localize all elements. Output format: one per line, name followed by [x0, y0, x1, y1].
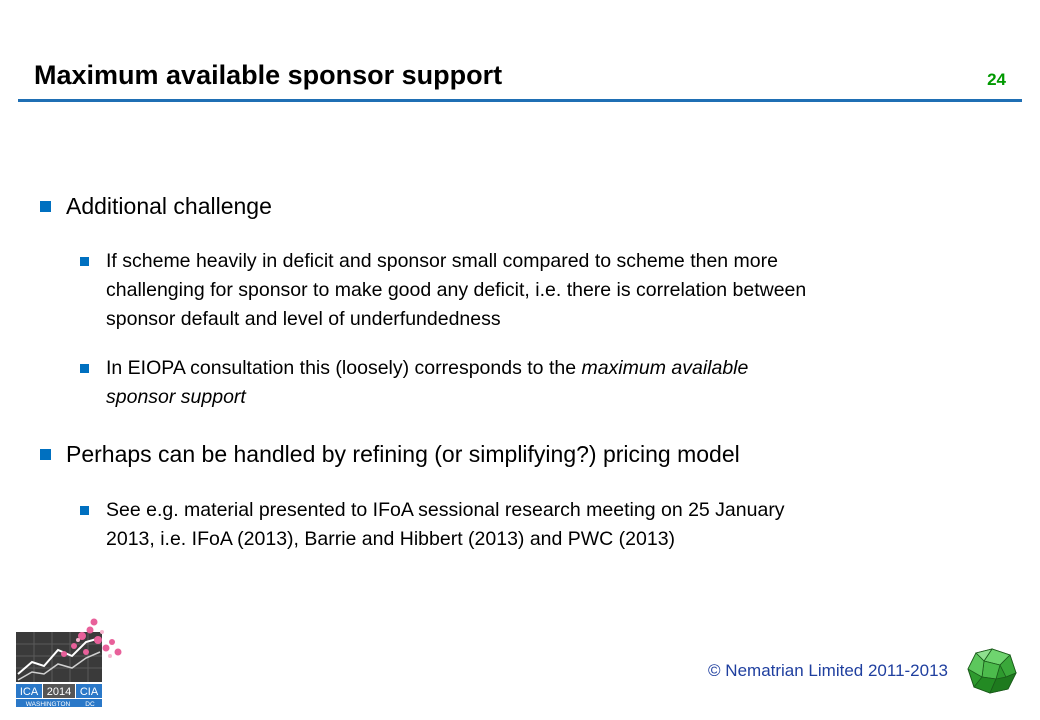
title-divider [18, 99, 1022, 102]
bullet-text [106, 354, 976, 412]
sub-bullet-eiopa [80, 354, 980, 414]
logo-text-city: WASHINGTON [25, 701, 71, 708]
bullet-text: Perhaps can be handled by refining (or simplifying?) pricing model [66, 441, 740, 467]
bullet-line-italic: maximum available [581, 357, 749, 379]
bullet-text [106, 247, 976, 334]
bullet-text [106, 496, 976, 554]
green-polyhedron-icon [966, 647, 1018, 700]
bullet-line: 2013, i.e. IFoA (2013), Barrie and Hibbert (2013) and PWC (2013) [106, 528, 676, 550]
slide-title: Maximum available sponsor support [34, 60, 503, 90]
bullet-line: If scheme heavily in deficit and sponsor small compared to scheme then more [106, 250, 778, 272]
logo-text-ica: ICA [19, 686, 39, 698]
bullet-text: Additional challenge [66, 193, 272, 219]
bullet-line: challenging for sponsor to make good any deficit, i.e. there is correlation between [106, 279, 807, 301]
page-number: 24 [987, 70, 1006, 89]
bullet-line-italic: sponsor support [106, 386, 246, 408]
sub-bullet-deficit [80, 247, 980, 337]
logo-text-dc: DC [85, 701, 95, 708]
ica-2014-logo [14, 612, 126, 713]
logo-text-year: 2014 [46, 686, 72, 698]
bullet-line-plain: In EIOPA consultation this (loosely) corresponds to the [106, 357, 582, 379]
bullet-line [106, 354, 976, 383]
bullet-square-icon [80, 506, 89, 515]
sub-bullet-ifoa-material [80, 496, 980, 556]
bullet-line: sponsor default and level of underfundedness [106, 308, 501, 330]
copyright-text: © Nematrian Limited 2011-2013 [708, 661, 948, 680]
bullet-line: See e.g. material presented to IFoA sessional research meeting on 25 January [106, 499, 785, 521]
logo-text-cia: CIA [79, 686, 99, 698]
bullet-line [106, 383, 976, 412]
bullet-square-icon [80, 257, 89, 266]
bullet-square-icon [40, 201, 51, 212]
bullet-square-icon [80, 364, 89, 373]
bullet-square-icon [40, 449, 51, 460]
